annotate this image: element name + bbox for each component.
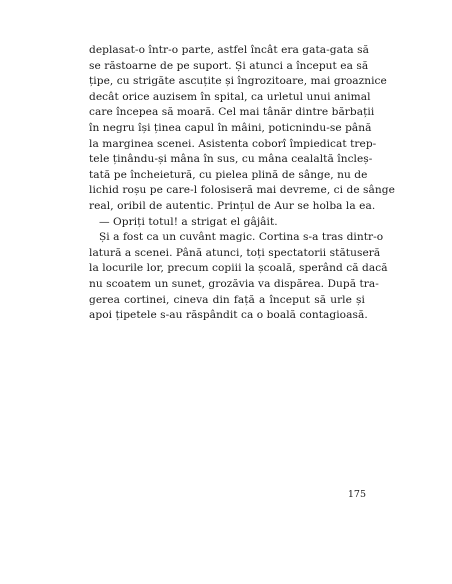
text-line: latură a scenei. Până atunci, toți spectatorii stătuseră bbox=[89, 246, 381, 259]
text-line: decât orice auzisem în spital, ca urletul unui animal bbox=[89, 90, 371, 103]
page-number: 175 bbox=[347, 489, 366, 500]
text-line: se răstoarne de pe suport. Și atunci a început ea să bbox=[89, 59, 369, 72]
text-line: real, oribil de autentic. Prințul de Aur se holba la ea. bbox=[89, 199, 376, 212]
text-line: nu scoatem un sunet, grozăvia va dispărea. După tra- bbox=[89, 277, 379, 290]
text-line: tată pe încheietură, cu pielea plină de sânge, nu de bbox=[89, 168, 368, 181]
text-line: gerea cortinei, cineva din față a început să urle și bbox=[89, 293, 365, 306]
text-line: în negru își ținea capul în mâini, poticnindu-se până bbox=[89, 121, 372, 134]
text-line: deplasat-o într-o parte, astfel încât era gata-gata să bbox=[89, 44, 369, 56]
text-line: care începea să moară. Cel mai tânăr dintre bărbații bbox=[89, 106, 375, 119]
dialogue-line: — Opriți totul! a strigat el gâjâit. bbox=[99, 215, 278, 228]
text-line: Și a fost ca un cuvânt magic. Cortina s-a tras dintr-o bbox=[99, 231, 384, 244]
text-line: țipe, cu strigăte ascuțite și îngrozitoare, mai groaznice bbox=[89, 75, 387, 88]
text-line: la locurile lor, precum copiii la școală, sperând că dacă bbox=[89, 262, 388, 275]
text-line: la marginea scenei. Asistenta coborî împiedicat trep- bbox=[89, 137, 377, 150]
text-line: apoi țipetele s-au răspândit ca o boală contagioasă. bbox=[89, 309, 368, 322]
text-line: tele ținându-și mâna în sus, cu mâna cealaltă încleș- bbox=[89, 153, 373, 166]
body-text bbox=[89, 43, 395, 324]
text-line: lichid roșu pe care-l folosiseră mai devreme, ci de sânge bbox=[89, 184, 395, 197]
